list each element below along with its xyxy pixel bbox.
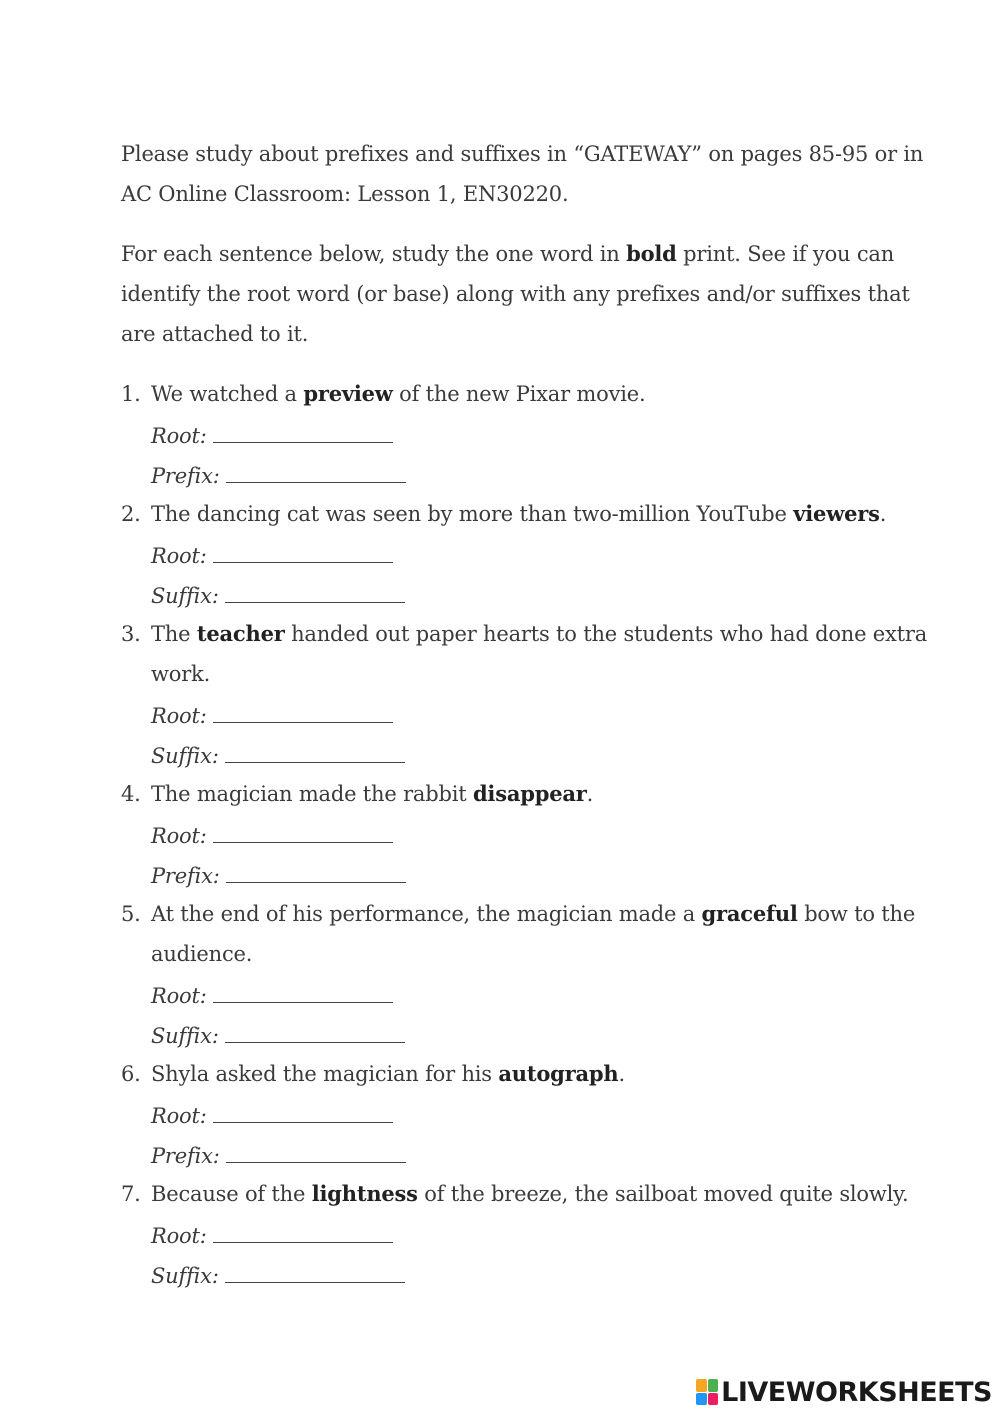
root-label: Root: <box>151 544 207 568</box>
intro-paragraph-instructions <box>121 234 941 354</box>
logo-square <box>696 1379 707 1392</box>
intro-instructions-after: print. See if you can identify the root word (or base) along with any prefixes and/or suffixes that are attached to it. <box>121 242 910 346</box>
sentence-text: . <box>618 1062 625 1086</box>
liveworksheets-logo <box>696 1375 992 1409</box>
root-answer <box>151 814 941 854</box>
question-sentence <box>151 1174 941 1214</box>
sentence-text: of the breeze, the sailboat moved quite slowly. <box>417 1182 909 1206</box>
prefix-blank-input[interactable] <box>226 454 406 483</box>
question-number: 3. <box>121 622 141 646</box>
logo-square <box>708 1393 719 1406</box>
question-sentence <box>151 774 941 814</box>
root-label: Root: <box>151 1104 207 1128</box>
suffix-answer <box>151 734 941 774</box>
question-sentence <box>151 374 941 414</box>
root-blank-input[interactable] <box>213 974 393 1003</box>
target-word: viewers <box>793 501 880 526</box>
question-7 <box>121 1174 941 1294</box>
sentence-text: of the new Pixar movie. <box>392 382 646 406</box>
sentence-text: The magician made the rabbit <box>151 782 473 806</box>
liveworksheets-mark-icon <box>696 1379 718 1405</box>
sentence-text: The <box>151 622 197 646</box>
question-number: 1. <box>121 382 141 406</box>
question-number: 4. <box>121 782 141 806</box>
root-answer <box>151 1094 941 1134</box>
prefix-label: Prefix: <box>151 1144 220 1168</box>
target-word: teacher <box>196 621 285 646</box>
prefix-label: Prefix: <box>151 464 220 488</box>
question-number: 5. <box>121 902 141 926</box>
root-label: Root: <box>151 424 207 448</box>
logo-text: LIVEWORKSHEETS <box>721 1376 992 1408</box>
target-word: autograph <box>498 1061 619 1086</box>
root-blank-input[interactable] <box>213 534 393 563</box>
question-number: 2. <box>121 502 141 526</box>
root-answer <box>151 534 941 574</box>
intro-instructions-before: For each sentence below, study the one word in <box>121 242 627 266</box>
suffix-answer <box>151 574 941 614</box>
question-sentence <box>151 1054 941 1094</box>
suffix-blank-input[interactable] <box>225 734 405 763</box>
root-blank-input[interactable] <box>213 694 393 723</box>
sentence-text: . <box>586 782 594 806</box>
suffix-answer <box>151 1014 941 1054</box>
sentence-text: The dancing cat was seen by more than two-million YouTube <box>151 502 794 526</box>
root-label: Root: <box>151 984 207 1008</box>
question-1 <box>121 374 941 494</box>
intro-paragraph-study <box>121 134 941 214</box>
root-label: Root: <box>151 824 207 848</box>
root-blank-input[interactable] <box>213 1094 393 1123</box>
root-blank-input[interactable] <box>213 814 393 843</box>
root-answer <box>151 1214 941 1254</box>
question-number: 6. <box>121 1062 141 1086</box>
intro-study-text: Please study about prefixes and suffixes in “GATEWAY” on pages 85-95 or in AC Online Classroom: Lesson 1, EN30220. <box>121 142 924 206</box>
suffix-label: Suffix: <box>151 1264 219 1288</box>
suffix-answer <box>151 1254 941 1294</box>
sentence-text: handed out paper hearts to the students who had done extra work. <box>151 622 928 686</box>
worksheet-page <box>121 134 941 1294</box>
root-answer <box>151 694 941 734</box>
sentence-text: At the end of his performance, the magician made a <box>151 902 702 926</box>
target-word: preview <box>303 381 393 406</box>
suffix-blank-input[interactable] <box>225 1254 405 1283</box>
suffix-label: Suffix: <box>151 744 219 768</box>
question-sentence <box>151 494 941 534</box>
sentence-text: We watched a <box>151 382 304 406</box>
prefix-blank-input[interactable] <box>226 1134 406 1163</box>
suffix-blank-input[interactable] <box>225 574 405 603</box>
suffix-blank-input[interactable] <box>225 1014 405 1043</box>
question-4 <box>121 774 941 894</box>
logo-square <box>708 1379 719 1392</box>
prefix-answer <box>151 854 941 894</box>
prefix-answer <box>151 454 941 494</box>
intro-instructions-bold: bold <box>626 241 677 266</box>
root-label: Root: <box>151 704 207 728</box>
question-5 <box>121 894 941 1054</box>
question-sentence <box>151 894 941 974</box>
question-3 <box>121 614 941 774</box>
question-6 <box>121 1054 941 1174</box>
sentence-text: bow to the audience. <box>151 902 916 966</box>
root-blank-input[interactable] <box>213 414 393 443</box>
suffix-label: Suffix: <box>151 1024 219 1048</box>
sentence-text: Shyla asked the magician for his <box>151 1062 499 1086</box>
question-sentence <box>151 614 941 694</box>
question-2 <box>121 494 941 614</box>
root-blank-input[interactable] <box>213 1214 393 1243</box>
prefix-answer <box>151 1134 941 1174</box>
question-list <box>121 374 941 1294</box>
target-word: disappear <box>472 781 587 806</box>
target-word: graceful <box>701 901 798 926</box>
root-answer <box>151 414 941 454</box>
sentence-text: Because of the <box>151 1182 312 1206</box>
prefix-label: Prefix: <box>151 864 220 888</box>
prefix-blank-input[interactable] <box>226 854 406 883</box>
root-answer <box>151 974 941 1014</box>
logo-square <box>696 1393 707 1406</box>
sentence-text: . <box>879 502 887 526</box>
question-number: 7. <box>121 1182 141 1206</box>
root-label: Root: <box>151 1224 207 1248</box>
suffix-label: Suffix: <box>151 584 219 608</box>
target-word: lightness <box>311 1181 418 1206</box>
